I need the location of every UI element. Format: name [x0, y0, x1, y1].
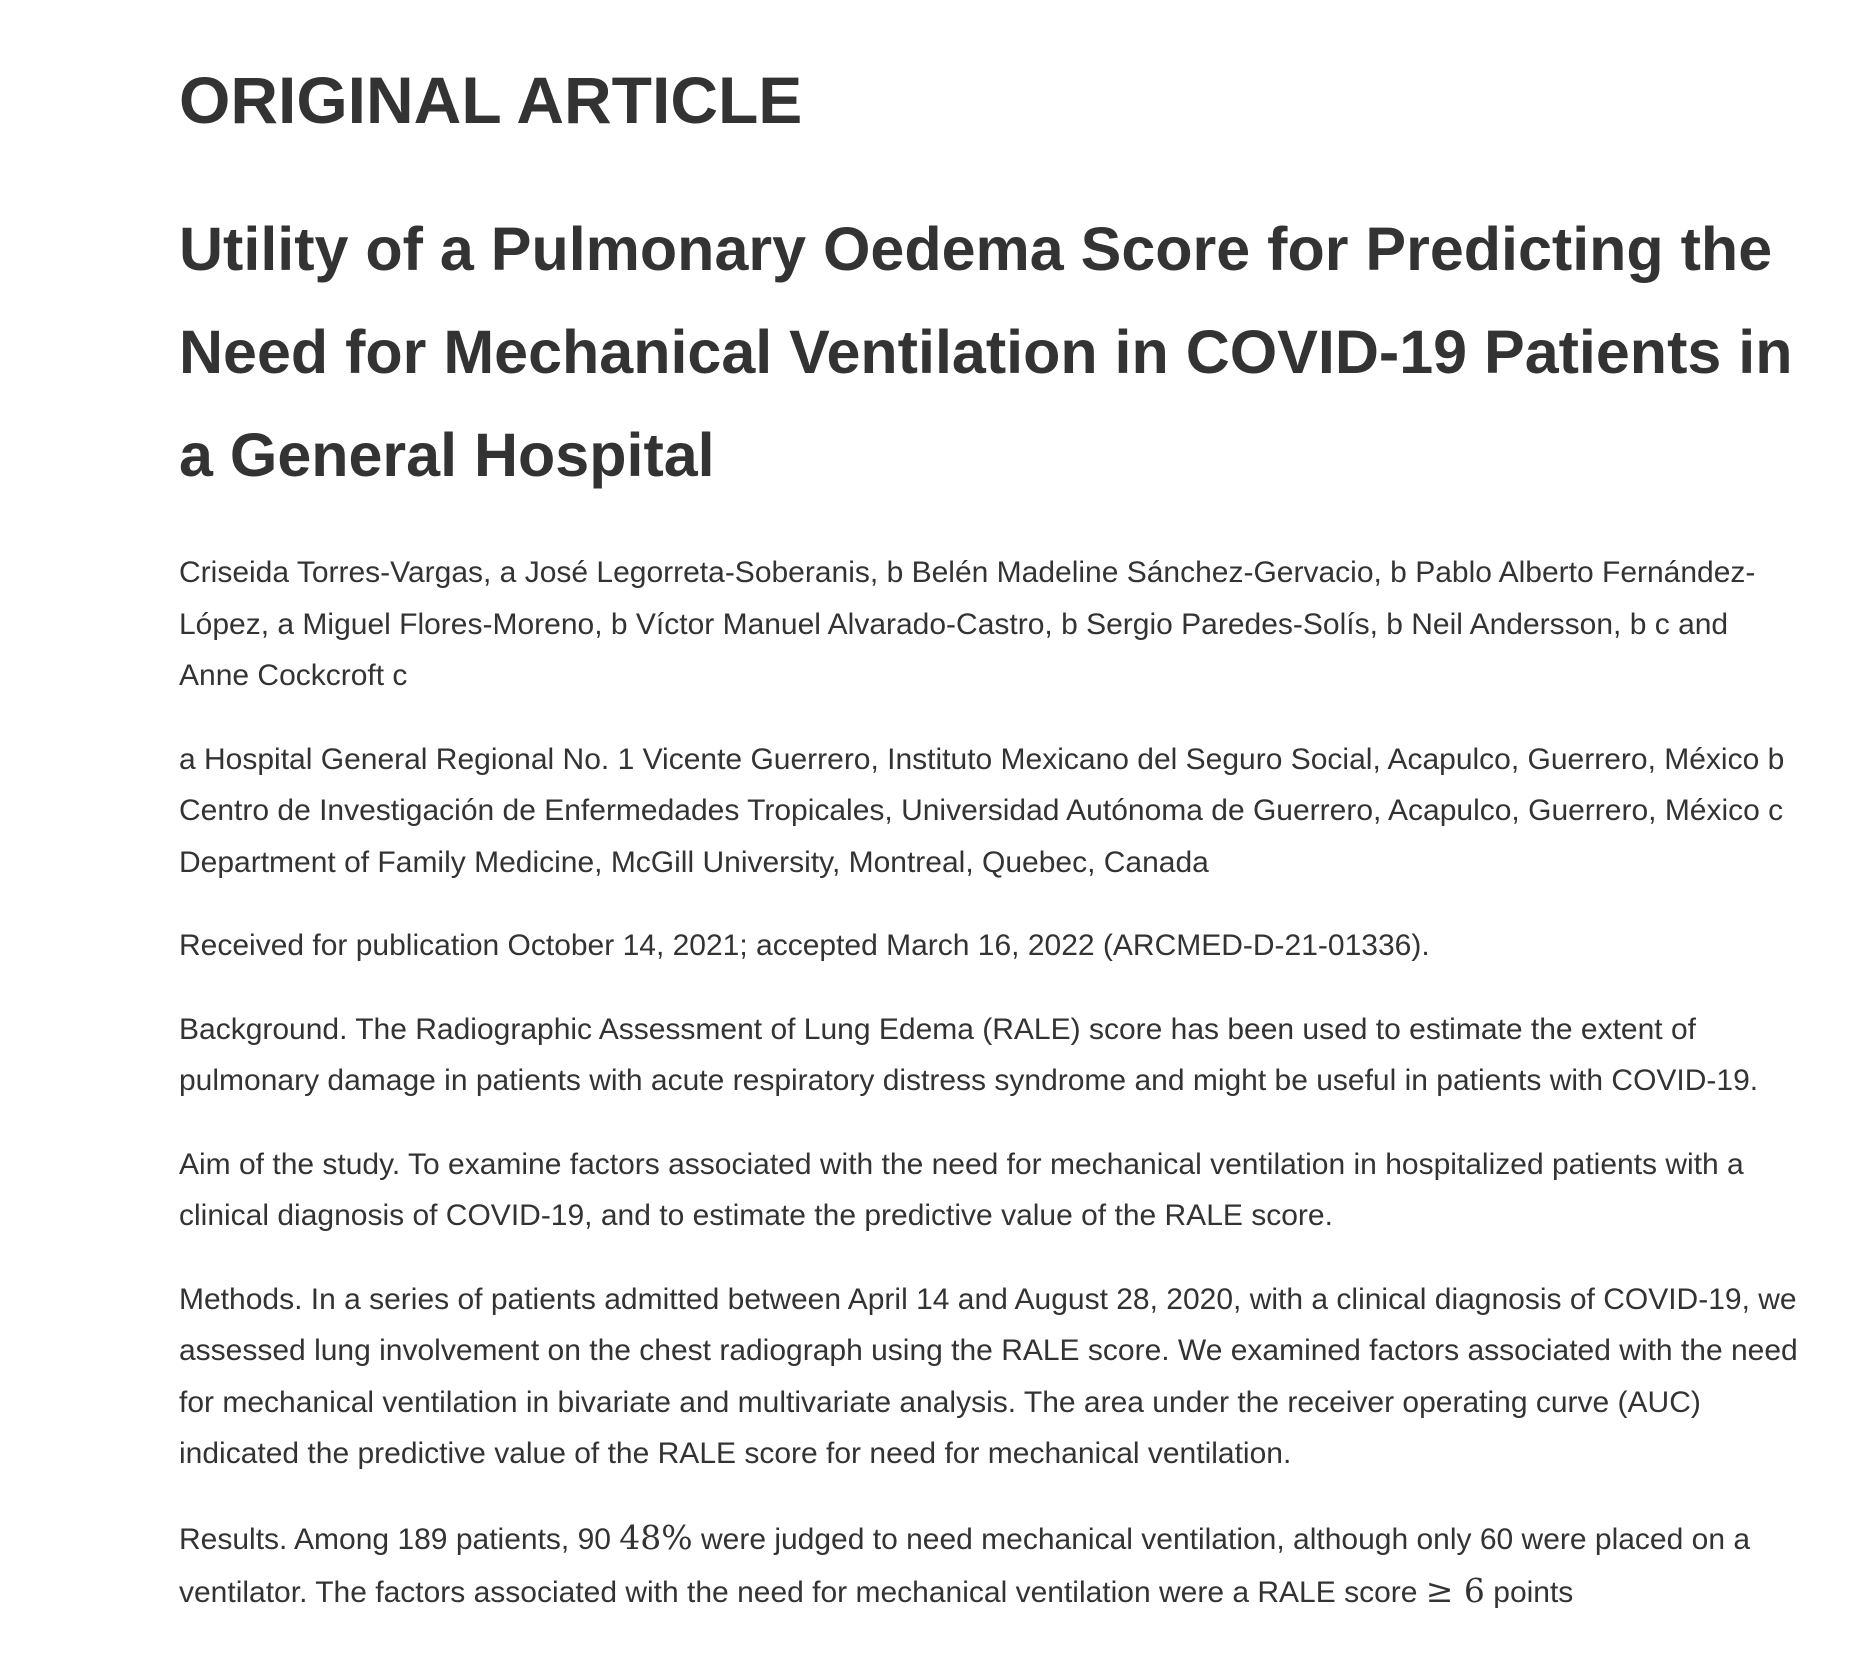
- abstract-aim: Aim of the study. To examine factors associated with the need for mechanical ventilation in hospitalized patients with a clinical diagnosis of COVID-19, and to estimate the predictive value of the RALE score.: [179, 1147, 1744, 1232]
- received-note: Received for publication October 14, 2021; accepted March 16, 2022 (ARCMED-D-21-01336).: [179, 929, 1430, 962]
- abstract-background: Background. The Radiographic Assessment of Lung Edema (RALE) score has been used to estimate the extent of pulmonary damage in patients with acute respiratory distress syndrome and might be useful in patients with COVID-19.: [179, 1012, 1759, 1097]
- results-threshold: ≥ 6: [1425, 1571, 1485, 1610]
- affiliations: a Hospital General Regional No. 1 Vicente Guerrero, Instituto Mexicano del Seguro Social, Acapulco, Guerrero, México b Centro de Investigación de Enfermedades Tropicales, Universidad Autónoma de Guerrero, Acapulco, Guerrero, México c Department of Family Medicine, McGill University, Montreal, Quebec, Canada: [179, 742, 1785, 879]
- results-text-2: were judged to need mechanical ventilation, although only 60 were placed on a ventilator. The factors associated with the need for mechanical ventilation were a RALE score: [179, 1522, 1751, 1609]
- abstract-results: [179, 1512, 1799, 1619]
- abstract-methods: Methods. In a series of patients admitted between April 14 and August 28, 2020, with a clinical diagnosis of COVID-19, we assessed lung involvement on the chest radiograph using the RALE score. We examined factors associated with the need for mechanical ventilation in bivariate and multivariate analysis. The area under the receiver operating curve (AUC) indicated the predictive value of the RALE score for need for mechanical ventilation.: [179, 1282, 1798, 1470]
- section-label: ORIGINAL ARTICLE: [179, 63, 803, 137]
- results-text-1: Results. Among 189 patients, 90: [179, 1522, 620, 1556]
- article-title: Utility of a Pulmonary Oedema Score for Predicting the Need for Mechanical Ventilation in COVID-19 Patients in a General Hospital: [179, 215, 1793, 489]
- results-text-3: points: [1484, 1576, 1574, 1609]
- article-content: [179, 60, 1799, 1651]
- results-percent: 48%: [619, 1517, 693, 1557]
- author-list: Criseida Torres-Vargas, a José Legorreta-Soberanis, b Belén Madeline Sánchez-Gervacio, b Pablo Alberto Fernández-López, a Miguel Flores-Moreno, b Víctor Manuel Alvarado-Castro, b Sergio Paredes-Solís, b Neil Andersson, b c and Anne Cockcroft c: [179, 556, 1756, 692]
